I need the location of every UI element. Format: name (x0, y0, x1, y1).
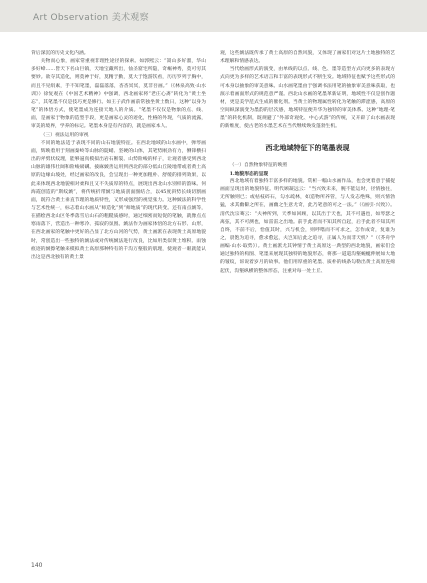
paragraph: 观，这些皴法既传承了黄土高原的自然风貌，又体现了画家们对这片土地独特的艺术理解和情感表达。 (220, 51, 395, 65)
paragraph: 当代绘画形式的演变，由单线的以点、线、色、墨等造型方式向更多的表现方式向更为多样的艺术语言和丰富的表现形式不断生发。地域特征也赋予这些形式的可本身以抽象的审美意味。山水画笔墨由于强调书法用笔的抽象审美意味获取，也演示着画面形式的规范意严谨。西北山水画的笔墨革新证明，地域性不仅是创作题材，更是美学范式生成的催化剂。当黄土的物理属性转化为笔触的滞涩感，高原的空间纵深演变为墨韵的层次感，地域特征便升华为独特的审美体系。这种“地理-笔墨”的转化机制，既规避了“外部奇观化、中心式游”的传统，又开辟了山水画表现的新维度，使古老的水墨艺术在当代继续焕发蓬勃生机。 (220, 67, 395, 130)
page-number: 140 (31, 562, 43, 569)
left-text-column (31, 50, 206, 262)
subsection-heading: （三）视法运用的审视 (40, 132, 89, 138)
paragraph: 背后深沉的历史文化内涵。 (31, 51, 89, 56)
page-header (0, 0, 427, 32)
paragraph: 关物而心象，画家常重视非理性途径的探索。如郭熙云：“嵩山多好溜，华山多好峰……皆天下名山巨镇，天地宝藏所出，仙圣窟宅所隐，奇崛神秀，莫可穷其要妙。欲夺其造化，则莫神于好，莫精于勤，莫大于饱游饫看，历历罗列于胸中，而且不见绢素，手不知笔墨，磊磊落落，杳杳冥冥，莫非吾画。”（《林泉高致·山水训》）徐复观在《中国艺术精神》中强调，西北画家将“老庄心斋”转化为“黄土坐忘”，其笔墨不仅是技巧更是修行。如王子武作画前常独坐黄土数日，这种“以身为笔”的体悟方式，使笔墨成为连接天地人的介质。“笔墨不仅仅是物象的点、线、面，是画家于物象的造型手段，更是画家心灵的迹化，性格的外现，气质的流露，审美的境界，学养的标记。笔墨本身是有内容的，就是画家本人。 (31, 59, 206, 130)
right-text-column (220, 50, 395, 276)
section-title: 西北地域特征下的笔墨表现 (265, 143, 350, 152)
paragraph: 不同的地法适于表现不同的山石地貌特征。在西北地域的山水画中，弹琴画面，辉映着用于刻画秦岭等山脉的陡峭、坚硬的山体，其笔势刚劲有力，侧锋横扫出的斧劈状纹理，能够逼真模拟出岩石断裂、山势险峻的样子，让观者感受到西北山脉的雄伟壮阔和险峻磅礴。披麻皴善运用到西北的部分低山丘陵地带或者黄土高原的边缘山坡处，经过画家的改良，会呈现出一种更加粗朴、舒缓的排列效果，以此来体现西北地貌相对柔和且又不失质厚的特点，展现出西北山水别样的韵味。何海霞创造的“斯纹皴”，将传统折带皴与地质剖面图结合，以45度斜势长线切割画面，既符合黄土垂直节理的地质特性，又形成强烈的视觉张力。这种皴法的科学性与艺术性统一，标志着山水画从“师造化”到“师地质”的现代转变。还有南点皴等，在描绘西北山区冬季落雪后山石的粗糙质感时，通过细密而短促的笔触，就像点点寒雨落下，营造出一种寒冷、孤寂的氛围。皴法作为画家体悟的北方石形、山形，在西北画家的笔触中更好的凸显了北方山河的气势，黄土画派在表现黄土高原地貌时，常创造出一些独特的皴法或对传统皴法进行改良，比如用类似黄土堆积、雨蚀痕迹的皴擦笔触来模拟黄土高原那种特有的千沟万壑般的肌理，使观者一眼就能认出这是西北独有的黄土景 (31, 140, 206, 260)
subsection-heading: （一）自然物象特征的映照 (229, 162, 288, 168)
subsection-heading: 1.地貌形态的呈现 (229, 170, 269, 177)
paragraph: 西北地域有着独特丰富多样的地貌。赏析一幅山水画作品，也会更着意于捕捉画面呈现出的地貌特征。明代顾凝远云：“当兴致未来，腕不能运时，径情独往，无所触则已；或枯枝碎石，勾水疏林，如造物所养管，与人发志绝殊，则兴情勃猛，求其幽僻之所在，画幽之生意尤奇，此乃笔意的可之一法。”（《画引·兴致》）。清代沈宗骞云：“夫神所到，天季如回顾，以其出于天也，其不可遇也，如琴瑟之离弦，其不可测也，如雷雷之出地。前手此者而不知其所自起，后手此者不知其所自终，不前不后，恰值其时，兴与机会，则呼嗜而不可求之，怎作成奇，复谁为之，晨饱为追寻，愈求愈远，夫岂知后此之追寻，正属人为而非天机？”（《芥舟学画编·山水·取势》）。黄土画派尤其钟情于黄土高原这一典型的西北地貌，画家们会通过独特的构图、笔墨来展现其独特的地貌形态，将那一道道沟壑蜿蜒伸展如大地的皱纹，诉说着岁月的故事。他们用厚重的笔墨、质朴的线条勾勒出黄土高原连绵起伏，沟壑纵横的整体形态，注重对每一处土丘、 (220, 178, 395, 274)
journal-title: Art Observation 美术观察 (33, 13, 149, 23)
